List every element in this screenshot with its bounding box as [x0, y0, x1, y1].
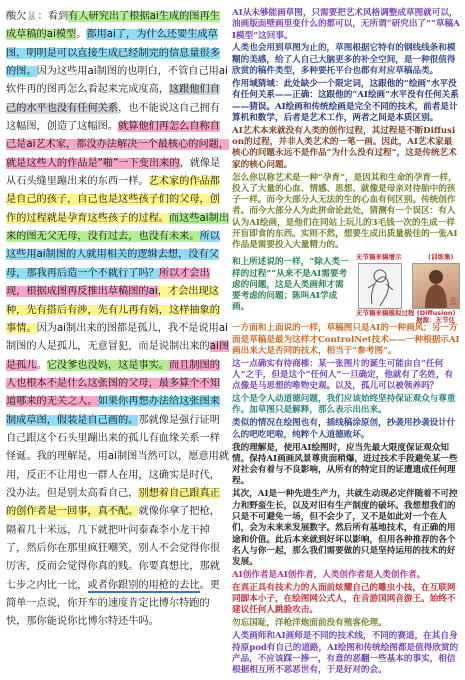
comment-text: 。更简单一点说，你开车的速度肯定比博尔特跑的快，那你能说你比博尔特还牛吗。: [6, 579, 220, 628]
right-column: [232, 8, 460, 678]
annotation-paragraph: 人类也会用到草图为止的，草图根据它特有的钢线线条和模糊的美感，给了人自己大脑更多的补全空间，是一种很值得欣赏的稿件类型，多种要托平台也都有对应草稿品类。: [232, 43, 456, 77]
image-label-left-sub: (训练集): [428, 253, 454, 262]
comment-text: 看到: [47, 11, 69, 22]
highlighted-text: 或者你跟别的用枪的去比: [87, 579, 200, 591]
highlighted-text: 如果你再想办法给这张图来制成草图，假装是自己画的。: [6, 396, 220, 426]
annotation-paragraph: 在真正具有技术力的人面前炫耀自己的雕虫小技，在互联网同脚本小子，在绘图网公式人，在音游国网音游王。始终不建议任何人跳脸攻击。: [232, 582, 456, 616]
image-label-right: 无节稿来稿模拟过程 (Diffusion): [356, 309, 456, 318]
highlighted-text: 有人研究出了根据ai生成的图再生成草稿的ai模型: [6, 11, 220, 41]
annotation-paragraph: 这一点确实有待商榷：某一张图片的诞生可能由自“任何人”之手，但是这个“任何人”一旦确定，他就有了名姓，有点像是马思想的唯物史观。以及，孤儿可以被领养吗？: [232, 358, 454, 392]
image-mark: 去: [449, 297, 457, 307]
lineart-sketch-image: [358, 263, 402, 309]
sketch-comparison-image: [356, 253, 460, 325]
annotation-paragraph: 怎么你以称艺术是一种“孕育”，是因其和生命的孕育一样，投入了大量的心血、情感、思想、就像是母亲对待胎中的孩子一样。而今大部分人无法的生的心血有何区别。传统创作者。而今大部分人为此拼命论此处，猜测有一个误区：有人认为AI绘画，是他们在同站上玩儿的3毛钱一次的生成一样开盲即食的东西。实则不然，想要生成出质量极佳的一张AI作品是需要投入大量精力的。: [232, 172, 458, 251]
highlighted-text: 它没爹也没妈，这是事实。: [46, 359, 169, 371]
annotation-paragraph: AI从未够能画草图，只需要把艺术风格调整成草图就可以，油画版面壁画里变什么的都可以，无所谓“研究出了”“草稿AI模型”这回事。: [232, 8, 460, 41]
highlighted-text: ，才会出现这种，先有搭后有涉，先有儿再有妈，这样抽象的事情。: [6, 286, 220, 334]
left-comment-text: 酸欠🐰：看到有人研究出了根据ai生成的图再生成草稿的ai模型。都用ai了，为什么还要生成草图，明明是可以直接生成已经制完的信息量很多的图。因为这些用ai制图的也明白，不管自己用ai软件再的图再怎么看起来完成度高，这跟他们自己的水平也没有任何关系，也不能说这自己拥有这幅图，创造了这幅图。就算他们再怎么自称自己是ai艺术家，都没办法解决一个最核心的问题，就是这些人的作品是“啪”一下变出来的，就像是从石头缝里蹦出来的东西一样。艺术家的作品都是自己的孩子，自己也是这些孩子们的父母，创作的过程就是孕育这些孩子的过程。而这些ai制出来的图无父无母，没有过去，也没有未来。所以这些用ai制图的人就用相关的逻辑去想，没有父母，那我再后造一个不就行了吗？所以才会出现，根据成图再反推出草稿图的ai，才会出现这种，先有搭后有涉，先有儿再有妈，这样抽象的事情。因为ai制出来的图都是孤儿，我不是说用ai制图的人是孤儿，无意冒犯，而是说制出来的ai图是孤儿。它没爹也没妈，这是事实。而且制图的人也根本不是什么这张图的父母，最多算个不知道哪来的无关之人。如果你再想办法给这张图来制成草图，假装是自己画的。那就像是强行证明自己跟这个石头里蹦出来的孤儿有血缘关系一样怪诞。我的理解是，用ai制图当然可以，愿意用就用，反正不让用也一群人在用，这确实是时代，没办法。但是别太高看自己，别想着自己跟真正的创作者是一回事，真不配。就像你拿了把枪，隔着几十米远，几下就把叶问泰森李小龙干掉了，然后你在那里疯狂嘲笑，别人不会觉得你很厉害，反而会觉得你真的贱。你要真想比，那就七步之内比一比，或者你跟别的用枪的去比。更简单一点说，你开车的速度肯定比博尔特跑的快，那你能说你比博尔特还牛吗。: [6, 11, 230, 628]
annotation-paragraphs: [232, 8, 460, 676]
annotation-paragraph: 和上所述说的一样，“除人类一样的过程”“从来不是AI需要考虑的问题，这是人类画师才需要考虑的问题；陈叫AI学成画。: [232, 257, 349, 313]
annotation-paragraph: 其次，AI是一种先进生产力，共就生动现必定伴随着不可控力和野蛮生长，以及对旧有生产制度的破坏。我想想我们的只是不可避免一场，但不会少了，又不是如此对一个在人们，会为未来来发展数字。然后所有基地技术，有正确的用途和价值。此后本来就到好坏以影响，但用各种推荐的各个名人与你一起，那么我们需要做的只是坚持运用的技术的好发展。: [232, 489, 458, 568]
highlighted-text: 而且制图的人也根本不是什么这张图的父母，最多算个不知道哪来的无关之人。: [6, 359, 220, 408]
comment-text: 。: [76, 29, 87, 41]
author-name: 酸欠: [6, 11, 27, 22]
highlighted-text: 就算他们再怎么自称自己是ai艺术家，都没办法解决一个最核心的问题，就是这些人的作品是“啪”一下变出来的: [6, 121, 230, 169]
comment-text: 我的理解是，用ai制图当然可以，愿意用就用，反正不让用也一群人在用，这确实是时代，没办法。但是别太高看自己，: [6, 451, 230, 499]
annotation-paragraph: 一方面和上面说的一样，草稿图只是AI的一种画风；另一方面是草稿是最为这样才ControlNet技术——一种根据示AI画出来大是否同的技术，相当于“参考图”。: [232, 323, 460, 356]
highlighted-text: 都用ai了，为什么还要生成草图，明明是可以直接生成已经制完的信息量很多的图。: [6, 29, 220, 78]
comment-text: 那就像是强行证明自己跟这个石头里蹦出来的孤儿有血缘关系一样怪诞。: [6, 414, 220, 463]
image-label-right-sub: 据源：无节住: [416, 316, 455, 325]
left-column: [6, 8, 230, 632]
annotation-paragraph: 我的理解是，使用AI绘图时，应当先最大限度保证观众知情。保持AI画画风景尊贵面稍爆，进过技术手段避免某一些对社会有着与不良影响，从所有的特定目的证遭遗成任何理程。: [232, 442, 458, 487]
author-emoji: 🐰: [26, 12, 38, 22]
annotation-paragraph: AI创作者是AI创作者，人类创作者是人类创作者。: [232, 570, 426, 580]
highlighted-text: ai图是孤儿: [6, 341, 230, 371]
comment-text: 就像你拿了把枪，隔着几十米远，几下就把叶问泰森李小龙干掉了，然后你在那里疯狂嘲笑，别人不会觉得你很厉害，反而会觉得你真的贱。你要真想比，那就七步之内比一比，: [6, 506, 220, 591]
annotation-paragraph: 人类画师和AI画师是不同的技术线，不同的赛道，在其自身持原pod有自己的道路，AI绘图和传统绘图都是值得欣赏的产品，不应该踩一捧一，有意的恶翻一些基本的事实，相信根据相互所不恶恶世有，于是好对的会。: [232, 631, 459, 676]
annotation-paragraph: 作用域猜域：此处缺少一个限定词，这跟他的“绘画”水平没有任何关系——正确：这跟他的“AI绘画”水平没有任何关系——猜误。AI绘画和传统绘画是完全不同的技术，前者是计算机和数学，后者是艺术工作，两者之间是本质区别。: [232, 78, 459, 123]
diffusion-result-image: [412, 263, 460, 309]
highlighted-text: 这跟他们自己的水平也没有任何关系: [6, 84, 220, 114]
illustration-block: [232, 253, 460, 325]
annotation-paragraph: 这个是令人动道德问题，我们应该始终坚持保证观众与尊重作。加草图只是解释，那么表示出出来。: [232, 394, 456, 416]
annotation-paragraph: 勿忘国耻，洋枪洋炮面前没有殖客伦理。: [232, 618, 387, 629]
annotation-paragraph: AI艺术本来就没有人类的创作过程，其过程是不断Diffusion的过程，并非人类艺术的一笔一画。因此，AI艺术家最核心的问题永远不是作品“为什么没有过程”，这是传统艺术家的核心问题。: [232, 125, 457, 170]
comment-body: [6, 11, 229, 627]
comment-text: ，就像是从石头缝里蹦出来的东西一样。: [6, 157, 221, 188]
highlighted-text: 别想着自己跟真正的创作者是一回事，真不配。: [6, 487, 220, 518]
comment-text: ，也不能说这自己拥有这幅图，创造了这幅图。: [6, 102, 220, 133]
comment-text: 。: [36, 359, 47, 371]
image-label-left: 无节稿来稿增示: [356, 253, 402, 262]
comment-text: 因为这些用ai制图的也明白，不管自己用ai软件再的图再怎么看起来完成度高，: [6, 66, 228, 96]
highlighted-text: 所以才会出现，根据成图再反推出草稿图的ai: [6, 267, 210, 298]
annotation-paragraph: 类似的情况在绘图也有，插线稿涂原创，抄袭用抄袭设计什么的吧吃吧啦，纯粹个人道德败坏。: [232, 418, 456, 440]
comment-text: 因为ai制出来的图都是孤儿，我不是说用ai制图的人是孤儿，无意冒犯，而是说制出来的: [6, 322, 228, 353]
highlighted-text: 所以这些用ai制图的人就用相关的逻辑去想，没有父母，那我再后造一个不就行了吗？: [6, 231, 220, 279]
highlighted-text: 而这些ai制出来的图无父无母，没有过去，也没有未来。: [6, 212, 230, 243]
highlighted-text: 艺术家的作品都是自己的孩子，自己也是这些孩子们的父母，创作的过程就是孕育这些孩子的过程。: [6, 176, 220, 224]
